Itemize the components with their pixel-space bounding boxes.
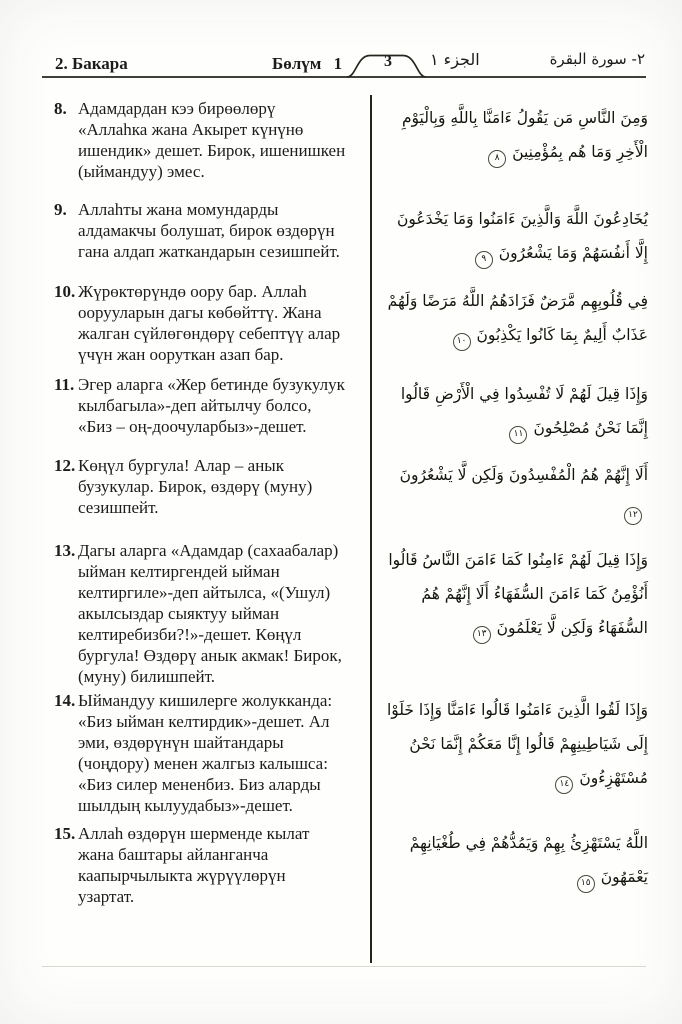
verse-translation-kyrgyz: Адамдардан кээ бирөөлөрү «Аллаһка жана Акырет күнүнө ишендик» дешет. Бирок, ишенишкен (ыймандуу) эмес. bbox=[78, 99, 346, 181]
verse-text-arabic bbox=[346, 455, 648, 526]
verse-translation-kyrgyz: Жүрөктөрүндө оору бар. Аллаһ оорууларын дагы көбөйттү. Жана жалган сүйлөгөндөрү себептүү алар үчүн жан ооруткан азап бар. bbox=[78, 282, 341, 364]
verse-translation-kyrgyz: Көңүл бургула! Алар – анык бузукулар. Бирок, өздөрү (муну) сезишпейт. bbox=[78, 456, 313, 517]
verse-number: 12. bbox=[54, 456, 76, 475]
verse-translation-kyrgyz: Дагы аларга «Адамдар (сахаабалар) ыйман келтиргендей ыйман келтиргиле»-деп айтылса, «(Ушул) акылсыздар сыяктуу ыйман келтиребизби?!»-дешет. Көңүл бургула! Өздөрү анык акмак! Бирок, (муну) билишпейт. bbox=[78, 541, 342, 686]
ayah-number-medallion: ١٠ bbox=[453, 333, 471, 351]
verse-number: 9. bbox=[54, 200, 67, 219]
verse-number: 13. bbox=[54, 541, 76, 560]
ayah-number-medallion: ١٢ bbox=[624, 507, 642, 525]
verse-number: 14. bbox=[54, 691, 76, 710]
verse-number: 8. bbox=[54, 99, 67, 118]
verse-row bbox=[42, 199, 648, 270]
arabic-text: فِي قُلُوبِهِم مَّرَضٌ فَزَادَهُمُ اللَّهُ مَرَضًا وَلَهُمْ عَذَابٌ أَلِيمٌ بِمَا كَانُوا يَكْذِبُونَ bbox=[387, 292, 648, 344]
verse-number: 15. bbox=[54, 824, 76, 843]
juz-label-arabic: الجزء ١ bbox=[430, 50, 480, 69]
verse-text-arabic bbox=[346, 98, 648, 169]
header-rule bbox=[0, 0, 682, 90]
arabic-text: اللَّهُ يَسْتَهْزِئُ بِهِمْ وَيَمُدُّهُمْ فِي طُغْيَانِهِمْ يَعْمَهُونَ bbox=[409, 834, 648, 886]
verse-text-arabic bbox=[346, 540, 648, 645]
arabic-text: وَإِذَا قِيلَ لَهُمْ لَا تُفْسِدُوا فِي الْأَرْضِ قَالُوا إِنَّمَا نَحْنُ مُصْلِحُونَ bbox=[400, 385, 648, 437]
verse-number: 10. bbox=[54, 282, 76, 301]
verse-number: 11. bbox=[54, 375, 75, 394]
verses-container bbox=[42, 98, 648, 907]
verse-translation-kyrgyz: Аллаһты жана момундарды алдамакчы болушат, бирок өздөрүн гана алдап жаткандарын сезишпейт. bbox=[78, 200, 340, 261]
verse-row bbox=[42, 690, 648, 816]
surah-title-transliterated: 2. Бакара bbox=[55, 54, 128, 73]
verse-row bbox=[42, 455, 648, 526]
ayah-number-medallion: ١٣ bbox=[473, 626, 491, 644]
ayah-number-medallion: ٨ bbox=[488, 150, 506, 168]
verse-text-arabic bbox=[346, 281, 648, 352]
arabic-text: يُخَادِعُونَ اللَّهَ وَالَّذِينَ ءَامَنُوا وَمَا يَخْدَعُونَ إِلَّا أَنفُسَهُمْ وَمَا يَشْعُرُونَ bbox=[397, 210, 648, 262]
verse-row bbox=[42, 823, 648, 907]
verse-translation-kyrgyz: Ыймандуу кишилерге жолукканда: «Биз ыйман келтирдик»-дешет. Ал эми, өздөрүнүн шайтандары (чоңдору) менен жалгыз калышса: «Биз силер мененбиз. Биз аларды шылдың кылуудабыз»-дешет. bbox=[78, 691, 333, 815]
ayah-number-medallion: ١٥ bbox=[577, 875, 595, 893]
verse-translation-kyrgyz: Эгер аларга «Жер бетинде бузукулук кылбагыла»-деп айтылчу болсо, «Биз – оң-доочуларбыз»-дешет. bbox=[78, 375, 345, 436]
arabic-text: وَإِذَا لَقُوا الَّذِينَ ءَامَنُوا قَالُوا ءَامَنَّا وَإِذَا خَلَوْا إِلَى شَيَاطِينِهِمْ قَالُوا إِنَّا مَعَكُمْ إِنَّمَا نَحْنُ مُسْتَهْزِءُونَ bbox=[386, 701, 648, 787]
ayah-number-medallion: ١٤ bbox=[555, 776, 573, 794]
ayah-number-medallion: ١١ bbox=[509, 426, 527, 444]
verse-row bbox=[42, 281, 648, 365]
verse-translation-kyrgyz: Аллаһ өздөрүн шерменде кылат жана баштары айланганча каапырчылыкта жүрүүлөрүн узартат. bbox=[78, 824, 310, 906]
verse-text-arabic bbox=[346, 199, 648, 270]
arabic-text: وَإِذَا قِيلَ لَهُمْ ءَامِنُوا كَمَا ءَامَنَ النَّاسُ قَالُوا أَنُؤْمِنُ كَمَا ءَامَنَ السُّفَهَاءُ أَلَا إِنَّهُمْ هُمُ السُّفَهَاءُ وَلَكِن لَّا يَعْلَمُونَ bbox=[388, 551, 648, 637]
section-label: Бөлүм 1 bbox=[272, 54, 343, 73]
arabic-text: أَلَا إِنَّهُمْ هُمُ الْمُفْسِدُونَ وَلَكِن لَّا يَشْعُرُونَ bbox=[399, 466, 648, 484]
surah-title-arabic: ٢- سورة البقرة bbox=[549, 50, 645, 68]
verse-row bbox=[42, 98, 648, 182]
verse-text-arabic bbox=[346, 374, 648, 445]
verse-row bbox=[42, 540, 648, 687]
bottom-rule bbox=[42, 966, 646, 967]
verse-row bbox=[42, 374, 648, 445]
verse-text-arabic bbox=[346, 823, 648, 894]
arabic-text: وَمِنَ النَّاسِ مَن يَقُولُ ءَامَنَّا بِاللَّهِ وَبِالْيَوْمِ الْأَخِرِ وَمَا هُم بِمُؤْمِنِينَ bbox=[401, 109, 648, 161]
page-number-tab: 3 bbox=[384, 53, 392, 70]
ayah-number-medallion: ٩ bbox=[475, 251, 493, 269]
verse-text-arabic bbox=[346, 690, 648, 795]
